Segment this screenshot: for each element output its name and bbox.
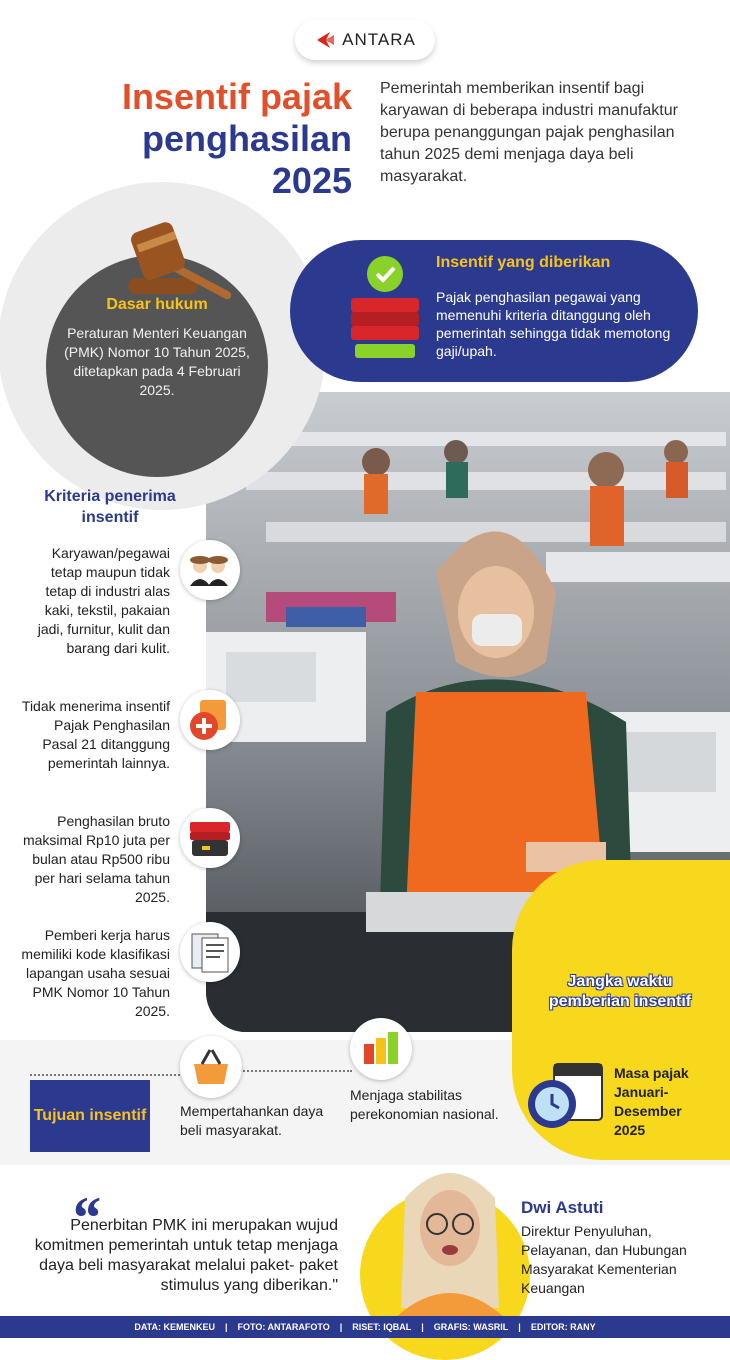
- jangka-waktu-text: Masa pajak Januari-Desember 2025: [614, 1065, 689, 1138]
- credit-photo: FOTO: ANTARAFOTO: [237, 1322, 330, 1332]
- antara-logo-icon: [314, 29, 336, 51]
- documents-icon: [180, 922, 240, 982]
- kriteria-title: Kriteria penerima insentif: [44, 488, 176, 526]
- intro-text: Pemerintah memberikan insentif bagi karyawan di beberapa industri manufaktur berupa penanggungan pajak penghasilan tahun 2025 demi menjaga daya beli masyarakat.: [380, 80, 678, 185]
- logo-text: ANTARA: [342, 30, 416, 49]
- kriteria-item-2: Tidak menerima insentif Pajak Penghasilan Pasal 21 ditanggung pemerintah lainnya.: [21, 698, 170, 771]
- kriteria-item-1: Karyawan/pegawai tetap maupun tidak tetap di industri alas kaki, tekstil, pakaian jadi, furnitur, kulit dan barang dari kulit.: [37, 545, 170, 656]
- quote-text: Penerbitan PMK ini merupakan wujud komitmen pemerintah untuk tetap menjaga daya beli masyarakat melalui paket- paket stimulus yang diberikan.": [34, 1217, 338, 1294]
- no-double-incentive-icon: [180, 690, 240, 750]
- dasar-hukum-text: Peraturan Menteri Keuangan (PMK) Nomor 10 Tahun 2025, ditetapkan pada 4 Februari 2025.: [64, 325, 250, 398]
- title-line-2: penghasilan: [141, 118, 352, 159]
- dotted-divider: [30, 1074, 180, 1076]
- shopping-basket-icon: [180, 1036, 242, 1098]
- gavel-icon: [118, 218, 248, 304]
- credit-data: DATA: KEMENKEU: [134, 1322, 215, 1332]
- kriteria-item-4: Pemberi kerja harus memiliki kode klasifikasi lapangan usaha sesuai PMK Nomor 10 Tahun 2025.: [21, 927, 170, 1019]
- quote-mark-icon: “: [70, 1185, 100, 1251]
- credit-editor: EDITOR: RANY: [530, 1322, 596, 1332]
- speaker-portrait: [375, 1158, 525, 1318]
- dotted-divider: [240, 1070, 352, 1072]
- antara-logo: [295, 20, 435, 60]
- bar-growth-icon: [350, 1018, 412, 1080]
- workers-icon: [180, 540, 240, 600]
- tujuan-item-1: Mempertahankan daya beli masyarakat.: [180, 1103, 324, 1138]
- credits-footer: DATA: KEMENKEU | FOTO: ANTARAFOTO | RISET: IQBAL | GRAFIS: WASRIL | EDITOR: RANY: [0, 1316, 730, 1338]
- money-stack-check-icon: [345, 252, 425, 364]
- speaker-name: Dwi Astuti: [521, 1198, 604, 1217]
- credit-research: RISET: IQBAL: [352, 1322, 412, 1332]
- dasar-hukum-title: Dasar hukum: [106, 296, 208, 313]
- title-line-3: 2025: [271, 160, 352, 201]
- speaker-role: Direktur Penyuluhan, Pelayanan, dan Hubungan Masyarakat Kementerian Keuangan: [521, 1223, 687, 1296]
- credit-graphics: GRAFIS: WASRIL: [433, 1322, 509, 1332]
- title-line-1: Insentif pajak: [121, 76, 352, 117]
- tujuan-title: Tujuan insentif: [30, 1080, 150, 1152]
- jangka-waktu-title: Jangka waktu pemberian insentif: [548, 973, 692, 1010]
- insentif-text: Pajak penghasilan pegawai yang memenuhi kriteria ditanggung oleh pemerintah sehingga tidak memotong gaji/upah.: [436, 289, 671, 359]
- kriteria-item-3: Penghasilan bruto maksimal Rp10 juta per bulan atau Rp500 ribu per hari selama tahun 2025.: [22, 813, 170, 905]
- money-wallet-icon: [180, 808, 240, 868]
- insentif-title: Insentif yang diberikan: [436, 254, 611, 271]
- page-title: [60, 76, 352, 202]
- tujuan-item-2: Menjaga stabilitas perekonomian nasional.: [350, 1087, 499, 1122]
- calendar-clock-icon: [526, 1060, 606, 1136]
